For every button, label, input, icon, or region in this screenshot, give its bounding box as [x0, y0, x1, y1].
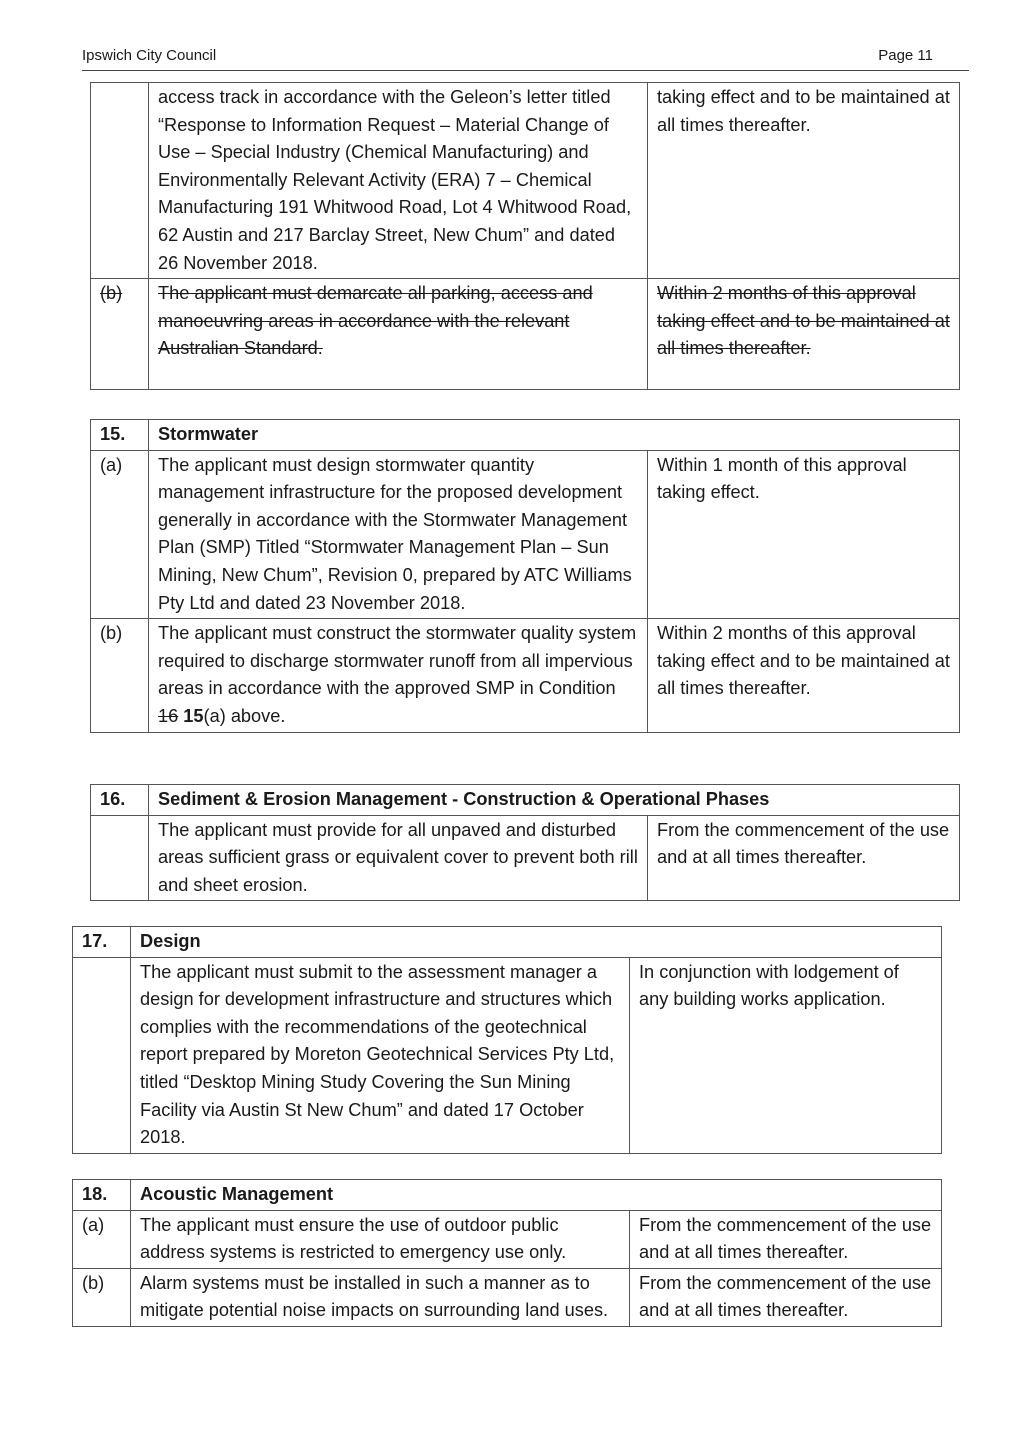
- condition-timing: From the commencement of the use and at all times thereafter.: [648, 815, 960, 901]
- inserted-reference: 15: [183, 705, 204, 726]
- page-number: Page 11: [878, 47, 933, 64]
- condition-timing: Within 1 month of this approval taking effect.: [648, 450, 960, 619]
- condition-header-row: [73, 1180, 942, 1211]
- row-number: (a): [73, 1210, 131, 1268]
- table-row: [91, 815, 960, 901]
- organisation-name: Ipswich City Council: [82, 47, 217, 64]
- condition-timing-deleted: Within 2 months of this approval taking effect and to be maintained at all times thereafter.: [648, 279, 960, 390]
- condition-header-row: [91, 785, 960, 816]
- table-row: [73, 1268, 942, 1326]
- condition-title: Stormwater: [149, 420, 960, 451]
- condition-text: The applicant must ensure the use of outdoor public address systems is restricted to emergency use only.: [131, 1210, 630, 1268]
- condition-text-start: The applicant must construct the stormwater quality system required to discharge stormwater runoff from all impervious areas in accordance with the approved SMP in Condition: [158, 623, 637, 699]
- row-number: [73, 957, 131, 1153]
- condition-timing: From the commencement of the use and at all times thereafter.: [630, 1210, 942, 1268]
- condition-timing: Within 2 months of this approval taking effect and to be maintained at all times thereafter.: [648, 619, 960, 732]
- table-row: [73, 1210, 942, 1268]
- condition-header-row: [91, 420, 960, 451]
- condition-text-deleted: The applicant must demarcate all parking, access and manoeuvring areas in accordance with the relevant Australian Standard.: [149, 279, 648, 390]
- condition-16-table: [90, 784, 960, 901]
- condition-number: 17.: [73, 927, 131, 958]
- row-number: (b): [91, 279, 149, 390]
- condition-text-end: (a) above.: [203, 705, 286, 726]
- condition-15-table: [90, 419, 960, 733]
- condition-number: 16.: [91, 785, 149, 816]
- condition-title: Design: [131, 927, 942, 958]
- condition-18-table: [72, 1179, 942, 1327]
- condition-timing: In conjunction with lodgement of any building works application.: [630, 957, 942, 1153]
- condition-text: The applicant must design stormwater quantity management infrastructure for the proposed development generally in accordance with the Stormwater Management Plan (SMP) Titled “Stormwater Management Plan – Sun Mining, New Chum”, Revision 0, prepared by ATC Williams Pty Ltd and dated 23 November 2018.: [149, 450, 648, 619]
- condition-number: 18.: [73, 1180, 131, 1211]
- row-number: (b): [91, 619, 149, 732]
- condition-text: The applicant must provide for all unpaved and disturbed areas sufficient grass or equivalent cover to prevent both rill and sheet erosion.: [149, 815, 648, 901]
- condition-text: access track in accordance with the Geleon’s letter titled “Response to Information Request – Material Change of Use – Special Industry (Chemical Manufacturing) and Environmentally Relevant Activity (ERA) 7 – Chemical Manufacturing 191 Whitwood Road, Lot 4 Whitwood Road, 62 Austin and 217 Barclay Street, New Chum” and dated 26 November 2018.: [149, 83, 648, 279]
- table-row: [91, 83, 960, 279]
- condition-14-continued-table: [90, 82, 960, 390]
- table-row: [91, 619, 960, 732]
- condition-timing: From the commencement of the use and at all times thereafter.: [630, 1268, 942, 1326]
- condition-title: Acoustic Management: [131, 1180, 942, 1211]
- table-row: [91, 279, 960, 390]
- condition-timing: taking effect and to be maintained at all times thereafter.: [648, 83, 960, 279]
- condition-number: 15.: [91, 420, 149, 451]
- table-row: [73, 957, 942, 1153]
- condition-header-row: [73, 927, 942, 958]
- row-number: (a): [91, 450, 149, 619]
- condition-17-table: [72, 926, 942, 1154]
- row-number: [91, 815, 149, 901]
- table-row: [91, 450, 960, 619]
- deleted-reference: 16: [158, 705, 179, 726]
- page-header: [82, 44, 969, 71]
- row-number: (b): [73, 1268, 131, 1326]
- condition-title: Sediment & Erosion Management - Construction & Operational Phases: [149, 785, 960, 816]
- condition-text: Alarm systems must be installed in such a manner as to mitigate potential noise impacts on surrounding land uses.: [131, 1268, 630, 1326]
- condition-text: The applicant must submit to the assessment manager a design for development infrastructure and structures which complies with the recommendations of the geotechnical report prepared by Moreton Geotechnical Services Pty Ltd, titled “Desktop Mining Study Covering the Sun Mining Facility via Austin St New Chum” and dated 17 October 2018.: [131, 957, 630, 1153]
- condition-text: [149, 619, 648, 732]
- row-number: [91, 83, 149, 279]
